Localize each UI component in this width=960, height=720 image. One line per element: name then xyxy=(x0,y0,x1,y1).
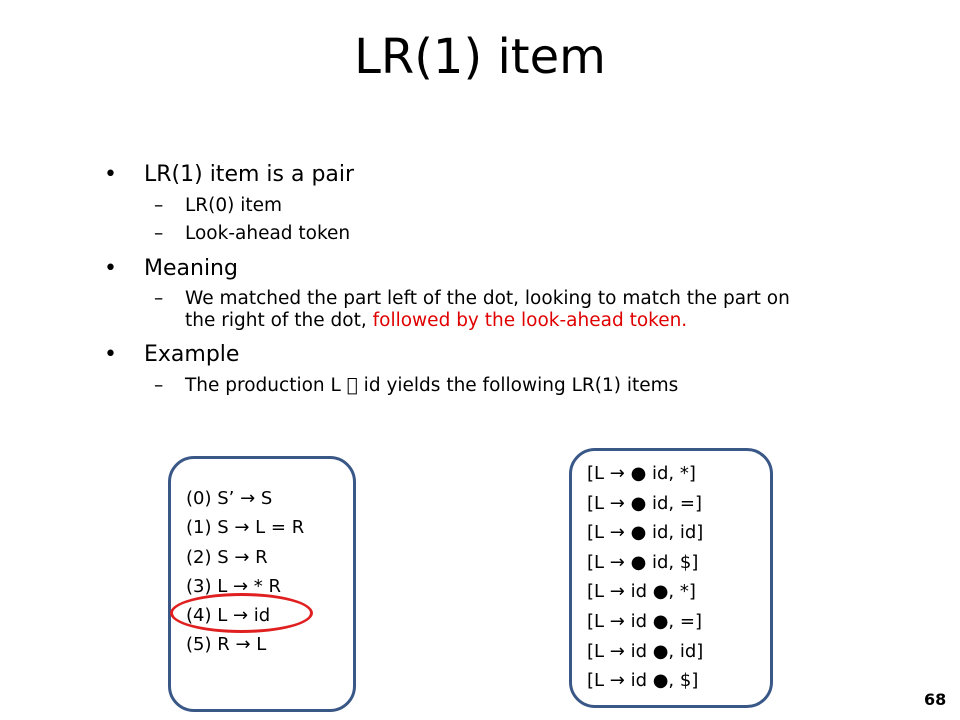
grammar-rule: (1) S → L = R xyxy=(186,517,305,539)
page-number: 68 xyxy=(924,690,947,709)
meaning-line-2: the right of the dot, xyxy=(185,310,373,331)
dash-icon: – xyxy=(154,375,164,396)
bullet-lr1-item xyxy=(104,160,904,190)
grammar-rule: (5) R → L xyxy=(186,634,267,656)
grammar-rule: (0) S’ → S xyxy=(186,488,273,509)
lr1-item: [L → ● id, $] xyxy=(587,551,699,573)
lr1-item: [L → ● id, *] xyxy=(587,463,696,484)
meaning-line-1: We matched the part left of the dot, looking to match the part on xyxy=(185,288,790,309)
bullet-example xyxy=(104,340,904,370)
dash-icon: – xyxy=(154,223,164,244)
lr1-item: [L → id ●, id] xyxy=(587,640,704,662)
dash-icon: – xyxy=(154,195,164,216)
sub-bullet-lr0-item xyxy=(104,194,904,218)
lr1-item: [L → id ●, *] xyxy=(587,581,696,603)
sub-bullet-example-detail xyxy=(104,374,904,398)
bullet-icon: • xyxy=(104,342,117,367)
lr1-items xyxy=(587,459,703,696)
slide-title: LR(1) item xyxy=(354,29,606,85)
lr1-item: [L → ● id, id] xyxy=(587,522,704,544)
lr1-item: [L → id ●, $] xyxy=(587,670,699,692)
grammar-rule: (2) S → R xyxy=(186,546,268,568)
sub-bullet-text: LR(0) item xyxy=(185,195,283,216)
sub-bullet-text: Look-ahead token xyxy=(185,223,351,244)
sub-bullet-meaning-detail xyxy=(104,288,904,332)
lr1-item: [L → ● id, =] xyxy=(587,492,702,514)
grammar-rule: (4) L → id xyxy=(186,605,271,627)
sub-bullet-lookahead xyxy=(104,222,904,246)
grammar-rule: (3) L → * R xyxy=(186,575,282,597)
bullet-text: Example xyxy=(144,342,240,367)
sub-bullet-text: The production L   id yields the following LR(1) items xyxy=(185,375,679,396)
bullet-text: LR(1) item is a pair xyxy=(144,162,355,187)
meaning-highlight: followed by the look-ahead token. xyxy=(372,310,688,331)
bullet-list xyxy=(104,154,904,398)
dash-icon: – xyxy=(154,288,164,309)
highlight-circle xyxy=(170,593,313,633)
bullet-text: Meaning xyxy=(144,256,238,281)
bullet-icon: • xyxy=(104,256,117,281)
bullet-meaning xyxy=(104,254,904,284)
lr1-item: [L → id ●, =] xyxy=(587,610,702,632)
bullet-icon: • xyxy=(104,162,117,187)
grammar-rules xyxy=(186,484,304,660)
